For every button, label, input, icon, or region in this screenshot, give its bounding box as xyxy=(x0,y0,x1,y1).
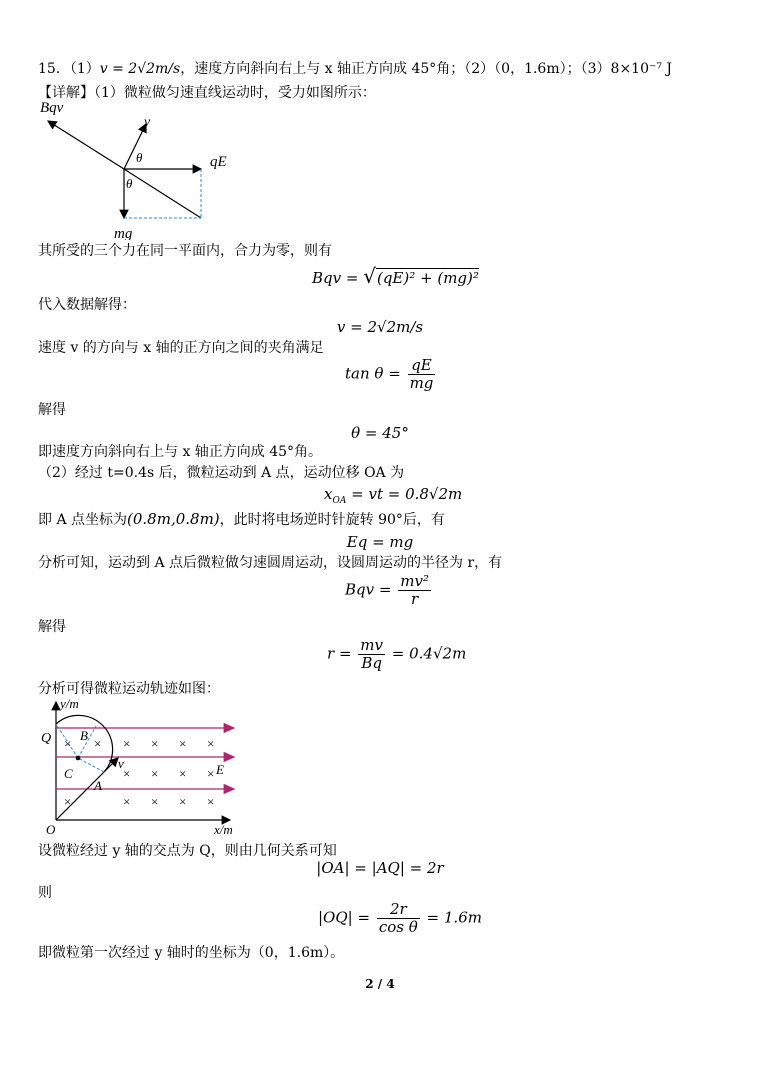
detail-line12: 设微粒经过 y 轴的交点为 Q，则由几何关系可知 xyxy=(38,843,337,859)
eq8-lhs: r = xyxy=(327,644,352,663)
line8-b: ，此时将电场逆时针旋转 90°后，有 xyxy=(219,512,445,528)
label-c: C xyxy=(64,766,73,781)
label-e: E xyxy=(216,762,224,777)
label-origin: O xyxy=(46,822,56,837)
field-mark: × xyxy=(64,794,72,809)
detail-line7: （2）经过 t=0.4s 后，微粒运动到 A 点，运动位移 OA 为 xyxy=(38,465,405,481)
equation-8 xyxy=(327,638,466,671)
detail-label: 【详解】 xyxy=(38,85,94,101)
field-mark: × xyxy=(123,736,131,751)
field-mark: × xyxy=(179,766,187,781)
eq6: Eq = mg xyxy=(346,533,414,551)
label-qe: qE xyxy=(210,154,227,170)
eq9: |OA| = |AQ| = 2r xyxy=(316,859,444,877)
force-diagram xyxy=(38,100,238,240)
eq7-num: mv² xyxy=(400,572,429,590)
detail-line8 xyxy=(38,512,445,527)
field-mark: × xyxy=(151,794,159,809)
eq10-lhs: |OQ| = xyxy=(318,908,371,927)
detail-intro xyxy=(38,86,376,100)
eq10-num: 2r xyxy=(377,902,420,919)
field-mark: × xyxy=(151,736,159,751)
magnetic-field-marks xyxy=(64,736,214,809)
field-mark: × xyxy=(123,794,131,809)
equation-7 xyxy=(345,574,433,607)
field-mark: × xyxy=(179,794,187,809)
label-b: B xyxy=(80,728,88,743)
equation-3 xyxy=(345,358,437,391)
field-mark: × xyxy=(64,736,72,751)
trajectory-diagram xyxy=(38,696,248,838)
eq7-lhs: Bqv = xyxy=(345,580,392,599)
eq3-den: mg xyxy=(409,374,434,392)
field-mark: × xyxy=(207,766,215,781)
radius-ca xyxy=(78,758,104,772)
eq8-num: mv xyxy=(360,636,383,654)
label-v: v xyxy=(118,756,124,771)
equation-4 xyxy=(0,426,760,441)
line8-coord: (0.8m,0.8m) xyxy=(127,510,220,528)
field-mark: × xyxy=(151,766,159,781)
detail-line1: （1）微粒做匀速直线运动时，受力如图所示： xyxy=(94,85,376,101)
question-number: 15． xyxy=(38,61,70,77)
eq8-rhs: = 0.4√2m xyxy=(391,644,467,663)
answer-text: ，速度方向斜向右上与 x 轴正方向成 45°角；（2）（0，1.6m）；（3） xyxy=(180,61,611,77)
eq5-sub: OA xyxy=(332,496,347,506)
detail-line2: 其所受的三个力在同一平面内，合力为零，则有 xyxy=(38,243,332,259)
field-mark: × xyxy=(94,736,102,751)
equation-10 xyxy=(318,902,482,935)
detail-line10: 解得 xyxy=(38,619,66,635)
field-mark: × xyxy=(207,736,215,751)
radius-cq xyxy=(56,724,78,758)
part1-label: （1） xyxy=(69,61,100,77)
detail-line14: 即微粒第一次经过 y 轴时的坐标为（0，1.6m）。 xyxy=(38,945,345,961)
equation-5 xyxy=(324,487,462,506)
eq4: θ = 45° xyxy=(351,424,409,442)
detail-line5: 解得 xyxy=(38,402,66,418)
label-v: v xyxy=(144,115,151,130)
eq10-rhs: = 1.6m xyxy=(426,908,482,927)
equation-6 xyxy=(0,535,760,550)
field-mark: × xyxy=(207,794,215,809)
equation-2 xyxy=(0,320,760,335)
label-x-axis: x/m xyxy=(214,822,233,837)
eq5-rhs: = vt = 0.8√2m xyxy=(346,485,463,503)
answer-part3-value: 8×10⁻⁷ J xyxy=(610,61,673,77)
eq1-rhs: (qE)² + (mg)² xyxy=(376,269,479,287)
eq3-num: qE xyxy=(408,358,436,375)
detail-line13: 则 xyxy=(38,885,52,901)
label-theta-top: θ xyxy=(136,150,143,165)
answer-velocity: v = 2√2m/s xyxy=(99,61,181,77)
label-q: Q xyxy=(41,731,52,746)
eq3-lhs: tan θ = xyxy=(345,364,401,383)
eq7-den: r xyxy=(410,590,419,608)
field-mark: × xyxy=(179,736,187,751)
detail-line3: 代入数据解得： xyxy=(38,297,136,313)
detail-line4: 速度 v 的方向与 x 轴的正方向之间的夹角满足 xyxy=(38,340,324,356)
resultant-line xyxy=(124,169,201,218)
label-y-axis: y/m xyxy=(60,696,79,711)
page-number: 2 / 4 xyxy=(365,977,395,991)
label-a: A xyxy=(94,778,102,793)
answer-line xyxy=(38,62,672,76)
eq10-den: cos θ xyxy=(378,918,418,936)
field-mark: × xyxy=(123,766,131,781)
eq2: v = 2√2m/s xyxy=(336,318,424,336)
eq1-lhs: Bqv = xyxy=(312,269,359,287)
eq5-x: x xyxy=(324,485,333,503)
detail-line11: 分析可得微粒运动轨迹如图： xyxy=(38,681,220,697)
velocity-arrow xyxy=(124,124,146,169)
line8-a: 即 A 点坐标为 xyxy=(38,512,128,528)
equation-9 xyxy=(0,861,760,876)
center-point-c xyxy=(76,756,81,761)
label-mg: mg xyxy=(114,226,133,240)
label-theta-bottom: θ xyxy=(126,176,133,191)
eq8-den: Bq xyxy=(361,654,382,672)
equation-1: Bqv = √(qE)² + (mg)² xyxy=(312,264,479,288)
bqv-force-arrow xyxy=(48,121,124,169)
detail-line6: 即速度方向斜向右上与 x 轴正方向成 45°角。 xyxy=(38,444,323,460)
label-bqv: Bqv xyxy=(40,100,64,116)
detail-line9: 分析可知，运动到 A 点后微粒做匀速圆周运动，设圆周运动的半径为 r，有 xyxy=(38,555,503,571)
